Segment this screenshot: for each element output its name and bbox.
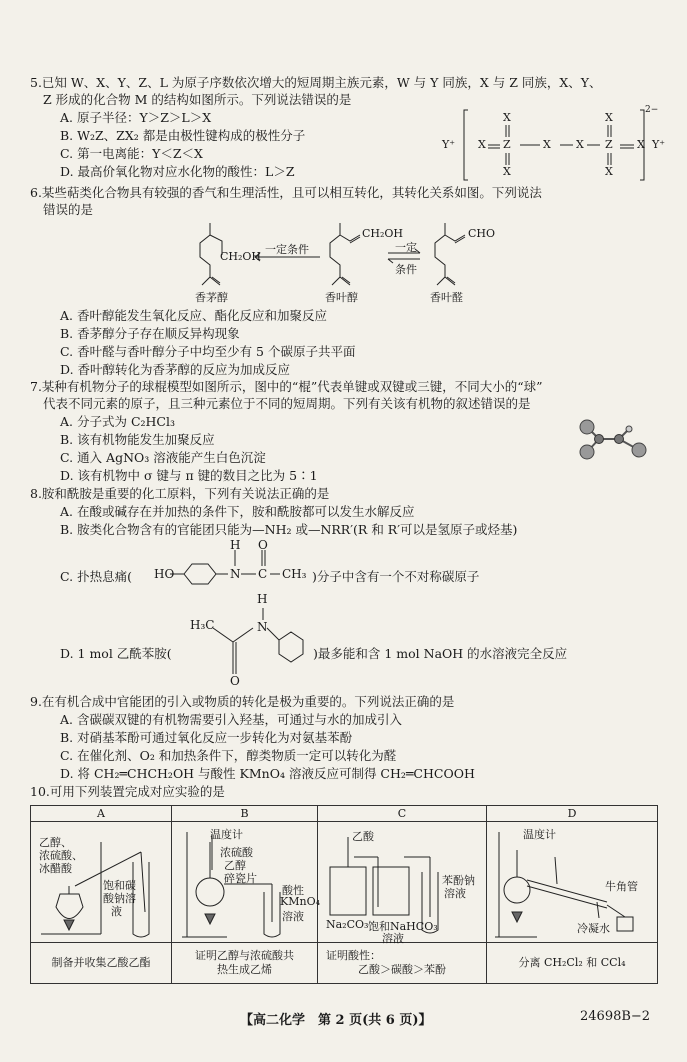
q10-b-label-5: KMnO₄: [280, 895, 320, 908]
q8-option-d-prefix: D. 1 mol 乙酰苯胺(: [60, 646, 172, 661]
q8-stem: 8.胺和酰胺是重要的化工原料，下列有关说法正确的是: [30, 486, 330, 501]
q10-d-label-2: 冷凝水: [577, 922, 610, 935]
q6-cho: CHO: [468, 227, 496, 240]
q10-b-label-1: 浓硫酸: [220, 846, 253, 859]
q10-header-a: A: [31, 806, 172, 822]
q10-caption-d: 分离 CH₂Cl₂ 和 CCl₄: [487, 943, 658, 984]
q10-a-label-1: 浓硫酸、: [39, 849, 83, 862]
q10-apparatus-c: [318, 822, 487, 943]
q8-c-o: O: [258, 538, 268, 552]
q6-arrow2-top: 一定: [395, 241, 417, 254]
q5-y-right: Y⁺: [652, 138, 666, 151]
q8-c-h: H: [230, 538, 241, 552]
q5-structure-figure: [440, 105, 666, 185]
q7-stem-line1: 7.某种有机物分子的球棍模型如图所示，图中的“棍”代表单键或双键或三键，不同大小的“球”: [30, 379, 543, 394]
q5-stem-line1: 5.已知 W、X、Y、Z、L 为原子序数依次增大的短周期主族元素，W 与 Y 同族，X 与 Z 同族，X、Y、: [30, 75, 602, 90]
q5-y-left: Y⁺: [442, 138, 456, 151]
q10-stem: 10.可用下列装置完成对应实验的是: [30, 784, 225, 799]
q5-atom-x: X: [605, 165, 613, 178]
q8-paracetamol-structure: [148, 536, 308, 591]
q10-a-label-4: 酸钠溶: [103, 892, 136, 905]
q8-d-n: N: [257, 620, 268, 634]
q6-ch2oh-2: CH₂OH: [362, 227, 404, 240]
q5-atom-x: X: [637, 138, 645, 151]
q5-option-a: A. 原子半径：Y＞Z＞L＞X: [60, 110, 212, 125]
q10-a-label-5: 液: [111, 905, 122, 918]
q10-caption-c: [318, 943, 487, 984]
q6-option-d: D. 香叶醇转化为香茅醇的反应为加成反应: [60, 362, 291, 377]
q8-c-n: N: [230, 567, 241, 581]
q7-option-c: C. 通入 AgNO₃ 溶液能产生白色沉淀: [60, 450, 266, 465]
q10-c-label-0: 乙酸: [352, 830, 374, 843]
q9-option-a: A. 含碳碳双键的有机物需要引入羟基，可通过与水的加成引入: [60, 712, 402, 727]
q6-option-a: A. 香叶醇能发生氧化反应、酯化反应和加聚反应: [60, 308, 327, 323]
q10-header-b: B: [172, 806, 318, 822]
q5-atom-x: X: [576, 138, 584, 151]
q10-apparatus-d: [487, 822, 658, 943]
q10-a-label-0: 乙醇、: [39, 836, 72, 849]
q9-stem: 9.在有机合成中官能团的引入或物质的转化是极为重要的。下列说法正确的是: [30, 694, 455, 709]
q5-atom-x: X: [605, 111, 613, 124]
q10-c-label-5: 溶液: [444, 887, 466, 900]
q6-name-citronellol: 香茅醇: [195, 291, 228, 304]
q8-d-h: H: [257, 592, 268, 606]
q9-option-b: B. 对硝基苯酚可通过氧化反应一步转化为对氨基苯酚: [60, 730, 353, 745]
q8-option-d-suffix: )最多能和含 1 mol NaOH 的水溶液完全反应: [313, 646, 568, 661]
q10-b-label-0: 温度计: [210, 828, 243, 841]
q10-caption-b-line1: 证明乙醇与浓硫酸共: [195, 949, 294, 962]
q8-c-c: C: [258, 567, 268, 581]
q10-caption-c-line2: 乙酸＞碳酸＞苯酚: [358, 963, 446, 976]
q10-caption-b: [172, 943, 318, 984]
q6-name-geraniol: 香叶醇: [325, 291, 358, 304]
q8-d-svg: [175, 590, 310, 690]
q10-b-label-3: 碎瓷片: [224, 872, 257, 885]
q6-option-b: B. 香茅醇分子存在顺反异构现象: [60, 326, 240, 341]
q5-atom-z: Z: [605, 138, 613, 151]
q7-option-a: A. 分子式为 C₂HCl₃: [60, 414, 175, 429]
q10-c-label-3: 溶液: [382, 932, 404, 945]
q5-option-d: D. 最高价氧化物对应水化物的酸性：L＞Z: [60, 164, 295, 179]
q10-b-label-2: 乙醇: [224, 859, 246, 872]
q10-a-label-3: 饱和碳: [103, 879, 136, 892]
q8-c-ch3: CH₃: [282, 567, 307, 581]
q10-b-label-6: 溶液: [282, 910, 304, 923]
q10-caption-a: 制备并收集乙酸乙酯: [31, 943, 172, 984]
q8-option-c-suffix: )分子中含有一个不对称碳原子: [312, 569, 480, 584]
q10-apparatus-b: [172, 822, 318, 943]
q9-option-d: D. 将 CH₂═CHCH₂OH 与酸性 KMnO₄ 溶液反应可制得 CH₂═CHCOOH: [60, 766, 475, 781]
q6-arrow2-bottom: 条件: [395, 263, 417, 276]
q5-option-b: B. W₂Z、ZX₂ 都是由极性键构成的极性分子: [60, 128, 306, 143]
q8-acetanilide-structure: [175, 590, 310, 690]
q8-c-svg: [148, 536, 308, 591]
q10-caption-b-line2: 热生成乙烯: [217, 963, 272, 976]
q7-option-d: D. 该有机物中 σ 键与 π 键的数目之比为 5∶1: [60, 468, 318, 483]
q5-atom-z: Z: [503, 138, 511, 151]
q6-option-c: C. 香叶醛与香叶醇分子中均至少有 5 个碳原子共平面: [60, 344, 356, 359]
q5-atom-x: X: [503, 111, 511, 124]
q8-option-b: B. 胺类化合物含有的官能团只能为—NH₂ 或—NRR′(R 和 R′可以是氢原子或烃基): [60, 522, 518, 537]
q8-option-c-prefix: C. 扑热息痛(: [60, 569, 132, 584]
q10-d-label-0: 温度计: [523, 828, 556, 841]
q10-header-c: C: [318, 806, 487, 822]
q10-c-label-2: 饱和NaHCO₃: [368, 920, 438, 933]
q8-d-h3c: H₃C: [190, 618, 215, 632]
q8-c-ho: HO: [154, 567, 175, 581]
q7-option-b: B. 该有机物能发生加聚反应: [60, 432, 215, 447]
q6-reaction-figure: [190, 215, 510, 305]
q10-d-label-1: 牛角管: [605, 880, 638, 893]
q5-atom-x: X: [478, 138, 486, 151]
q10-a-label-2: 冰醋酸: [39, 862, 72, 875]
q6-arrow1-label: 一定条件: [265, 243, 309, 256]
q10-apparatus-a: [31, 822, 172, 943]
q8-option-a: A. 在酸或碱存在并加热的条件下，胺和酰胺都可以发生水解反应: [60, 504, 415, 519]
q9-option-c: C. 在催化剂、O₂ 和加热条件下，醇类物质一定可以转化为醛: [60, 748, 397, 763]
q7-ball-stick-model: [575, 412, 655, 467]
q8-d-o: O: [230, 674, 240, 688]
q7-stem-line2: 代表不同元素的原子，且三种元素位于不同的短周期。下列有关该有机物的叙述错误的是: [43, 396, 531, 411]
q7-model-svg: [575, 412, 655, 467]
q5-atom-x: X: [543, 138, 551, 151]
footer-code: 24698B−2: [580, 1009, 651, 1024]
q6-stem-line1: 6.某些萜类化合物具有较强的香气和生理活性，且可以相互转化，其转化关系如图。下列说法: [30, 185, 542, 200]
q10-c-label-4: 苯酚钠: [442, 874, 475, 887]
q10-caption-c-line1: 证明酸性：: [326, 949, 381, 962]
q10-apparatus-table: [30, 805, 658, 984]
q10-header-d: D: [487, 806, 658, 822]
q6-stem-line2: 错误的是: [43, 202, 94, 217]
q10-c-label-1: Na₂CO₃: [326, 918, 369, 931]
footer-page-title: 【高二化学 第 2 页(共 6 页)】: [240, 1013, 432, 1028]
q6-name-geranial: 香叶醛: [430, 291, 463, 304]
q5-stem-line2: Z 形成的化合物 M 的结构如图所示。下列说法错误的是: [43, 92, 352, 107]
q5-option-c: C. 第一电离能：Y＜Z＜X: [60, 146, 203, 161]
q6-ch2oh-1: CH₂OH: [220, 250, 262, 263]
q5-charge: 2−: [645, 105, 659, 115]
q5-atom-x: X: [503, 165, 511, 178]
q10-b-label-4: 酸性: [282, 884, 304, 897]
